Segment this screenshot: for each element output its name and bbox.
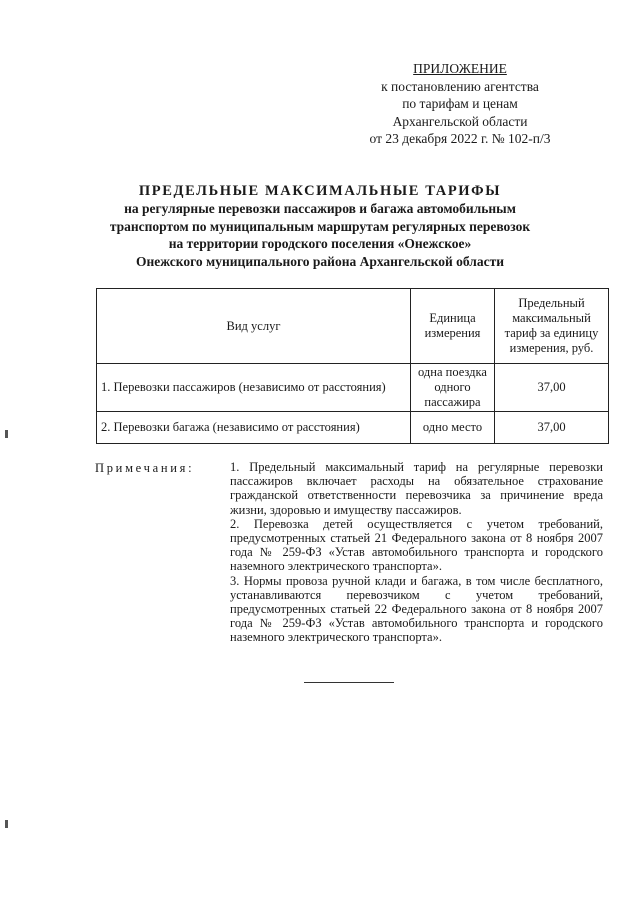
header-unit: Единица измерения [411, 289, 495, 364]
cell-service: 2. Перевозки багажа (независимо от расстояния) [97, 412, 411, 444]
title-line: на регулярные перевозки пассажиров и багажа автомобильным [124, 201, 516, 216]
appendix-header [340, 60, 580, 148]
note-item: 1. Предельный максимальный тариф на регулярные перевозки пассажиров включает расходы на обязательное страхование гражданской ответственности перевозчика за причинение вреда жизни, здоровью и имуществу пассажиров. [230, 460, 603, 517]
cell-unit: одна поездка одного пассажира [411, 364, 495, 412]
cell-tariff: 37,00 [495, 412, 609, 444]
appendix-date-number: от 23 декабря 2022 г. № 102-п/3 [369, 131, 551, 146]
table-row [97, 412, 609, 444]
note-item: 3. Нормы провоза ручной клади и багажа, в том числе бесплатного, устанавливаются перевозчиком с учетом требований, предусмотренных статьей 22 Федерального закона от 8 ноября 2007 года № 259-ФЗ «Устав автомобильного транспорта и городского наземного электрического транспорта». [230, 573, 603, 645]
note-item: 2. Перевозка детей осуществляется с учетом требований, предусмотренных статьей 21 Федерального закона от 8 ноября 2007 года № 259-ФЗ «Устав автомобильного транспорта и городского наземного электрического транспорта». [230, 516, 603, 574]
appendix-line: к постановлению агентства [381, 78, 539, 94]
title-line: на территории городского поселения «Онежское» [168, 236, 472, 251]
scan-artifact [5, 430, 8, 438]
title-line: Онежского муниципального района Архангельской области [135, 253, 505, 269]
notes-label: Примечания: [95, 461, 195, 475]
tariff-table [96, 288, 609, 444]
scan-artifact [5, 820, 8, 828]
closing-rule [304, 682, 394, 683]
header-service: Вид услуг [97, 289, 411, 364]
cell-tariff: 37,00 [495, 364, 609, 412]
cell-service: 1. Перевозки пассажиров (независимо от расстояния) [97, 364, 411, 412]
table-header-row [97, 289, 609, 364]
document-title [60, 182, 580, 270]
header-tariff: Предельный максимальный тариф за единицу измерения, руб. [495, 289, 609, 364]
table-row [97, 364, 609, 412]
title-main: ПРЕДЕЛЬНЫЕ МАКСИМАЛЬНЫЕ ТАРИФЫ [138, 183, 502, 199]
appendix-line: по тарифам и ценам [402, 96, 518, 111]
appendix-title: ПРИЛОЖЕНИЕ [413, 61, 507, 76]
cell-unit: одно место [411, 412, 495, 444]
title-line: транспортом по муниципальным маршрутам регулярных перевозок [109, 218, 531, 234]
appendix-line: Архангельской области [392, 113, 528, 129]
notes-list [230, 460, 603, 645]
